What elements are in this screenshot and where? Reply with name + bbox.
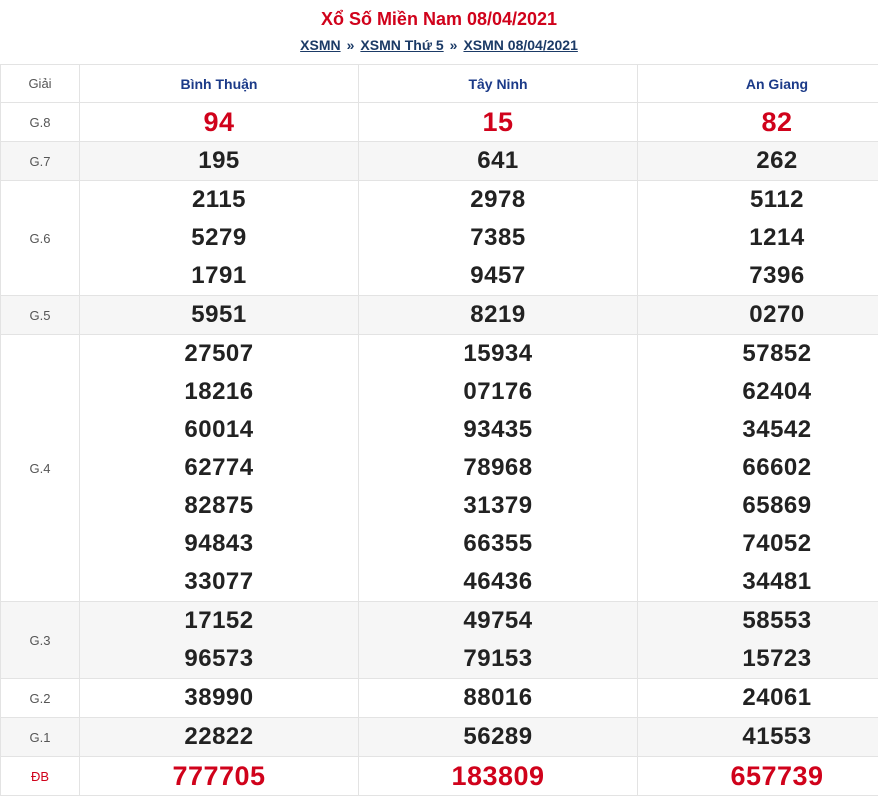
result-number: 2978 <box>359 181 637 219</box>
breadcrumb-link-xsmn-date[interactable]: XSMN 08/04/2021 <box>463 37 577 53</box>
result-number: 07176 <box>359 373 637 411</box>
result-cell <box>359 335 638 602</box>
result-cell <box>80 181 359 296</box>
result-cell <box>80 296 359 335</box>
breadcrumb-link-xsmn-thu-5[interactable]: XSMN Thứ 5 <box>360 37 443 53</box>
result-cell <box>359 757 638 796</box>
results-body <box>1 103 878 796</box>
prize-label: ĐB <box>1 757 80 796</box>
result-cell <box>638 718 878 757</box>
result-number: 183809 <box>359 757 637 795</box>
result-number: 82875 <box>80 487 358 525</box>
result-number: 66602 <box>638 449 878 487</box>
result-number: 5951 <box>80 296 358 334</box>
result-cell <box>638 602 878 679</box>
result-number: 1214 <box>638 219 878 257</box>
result-cell <box>80 142 359 181</box>
result-number: 34542 <box>638 411 878 449</box>
breadcrumb-separator: » <box>341 37 361 53</box>
result-number: 94843 <box>80 525 358 563</box>
page-header <box>0 0 878 64</box>
result-cell <box>80 679 359 718</box>
result-number: 15934 <box>359 335 637 373</box>
table-row <box>1 181 878 296</box>
result-number: 38990 <box>80 679 358 717</box>
result-number: 62774 <box>80 449 358 487</box>
result-number: 262 <box>638 142 878 180</box>
result-cell <box>638 142 878 181</box>
result-number: 31379 <box>359 487 637 525</box>
result-number: 641 <box>359 142 637 180</box>
table-row <box>1 335 878 602</box>
result-number: 15 <box>359 103 637 141</box>
prize-label: G.4 <box>1 335 80 602</box>
province-header-binh-thuan[interactable]: Bình Thuận <box>80 65 359 103</box>
result-number: 18216 <box>80 373 358 411</box>
table-row <box>1 679 878 718</box>
result-number: 96573 <box>80 640 358 678</box>
result-cell <box>638 679 878 718</box>
prize-label: G.7 <box>1 142 80 181</box>
province-header-tay-ninh[interactable]: Tây Ninh <box>359 65 638 103</box>
result-cell <box>359 103 638 142</box>
result-number: 17152 <box>80 602 358 640</box>
result-cell <box>80 602 359 679</box>
result-number: 94 <box>80 103 358 141</box>
result-number: 0270 <box>638 296 878 334</box>
result-number: 9457 <box>359 257 637 295</box>
prize-label: G.1 <box>1 718 80 757</box>
result-number: 2115 <box>80 181 358 219</box>
result-number: 56289 <box>359 718 637 756</box>
result-number: 41553 <box>638 718 878 756</box>
result-number: 8219 <box>359 296 637 334</box>
result-cell <box>638 103 878 142</box>
result-number: 93435 <box>359 411 637 449</box>
result-number: 65869 <box>638 487 878 525</box>
result-number: 5112 <box>638 181 878 219</box>
result-number: 79153 <box>359 640 637 678</box>
breadcrumb-separator: » <box>444 37 464 53</box>
result-cell <box>638 335 878 602</box>
result-number: 88016 <box>359 679 637 717</box>
results-table <box>0 64 878 796</box>
result-number: 34481 <box>638 563 878 601</box>
table-row <box>1 103 878 142</box>
result-number: 5279 <box>80 219 358 257</box>
result-number: 49754 <box>359 602 637 640</box>
result-cell <box>80 103 359 142</box>
prize-label: G.6 <box>1 181 80 296</box>
result-number: 74052 <box>638 525 878 563</box>
prize-label: G.2 <box>1 679 80 718</box>
prize-column-header: Giải <box>1 65 80 103</box>
table-row <box>1 718 878 757</box>
result-number: 1791 <box>80 257 358 295</box>
result-number: 7396 <box>638 257 878 295</box>
result-number: 27507 <box>80 335 358 373</box>
breadcrumb-link-xsmn[interactable]: XSMN <box>300 37 340 53</box>
result-cell <box>80 335 359 602</box>
result-number: 62404 <box>638 373 878 411</box>
result-cell <box>359 718 638 757</box>
prize-label: G.3 <box>1 602 80 679</box>
result-cell <box>638 296 878 335</box>
table-row <box>1 757 878 796</box>
province-header-an-giang[interactable]: An Giang <box>638 65 878 103</box>
result-cell <box>359 602 638 679</box>
breadcrumb <box>0 36 878 54</box>
prize-label: G.5 <box>1 296 80 335</box>
result-number: 777705 <box>80 757 358 795</box>
result-number: 78968 <box>359 449 637 487</box>
result-number: 46436 <box>359 563 637 601</box>
result-number: 82 <box>638 103 878 141</box>
result-cell <box>638 181 878 296</box>
table-row <box>1 296 878 335</box>
result-cell <box>359 296 638 335</box>
result-number: 66355 <box>359 525 637 563</box>
result-number: 195 <box>80 142 358 180</box>
result-number: 60014 <box>80 411 358 449</box>
result-number: 24061 <box>638 679 878 717</box>
result-number: 57852 <box>638 335 878 373</box>
table-row <box>1 142 878 181</box>
result-cell <box>638 757 878 796</box>
result-cell <box>359 679 638 718</box>
result-number: 7385 <box>359 219 637 257</box>
result-cell <box>359 181 638 296</box>
result-number: 15723 <box>638 640 878 678</box>
result-cell <box>80 757 359 796</box>
result-number: 33077 <box>80 563 358 601</box>
table-header-row <box>1 65 878 103</box>
result-cell <box>359 142 638 181</box>
table-row <box>1 602 878 679</box>
prize-label: G.8 <box>1 103 80 142</box>
result-number: 22822 <box>80 718 358 756</box>
page-title: Xổ Số Miền Nam 08/04/2021 <box>0 0 878 31</box>
result-cell <box>80 718 359 757</box>
result-number: 657739 <box>638 757 878 795</box>
result-number: 58553 <box>638 602 878 640</box>
